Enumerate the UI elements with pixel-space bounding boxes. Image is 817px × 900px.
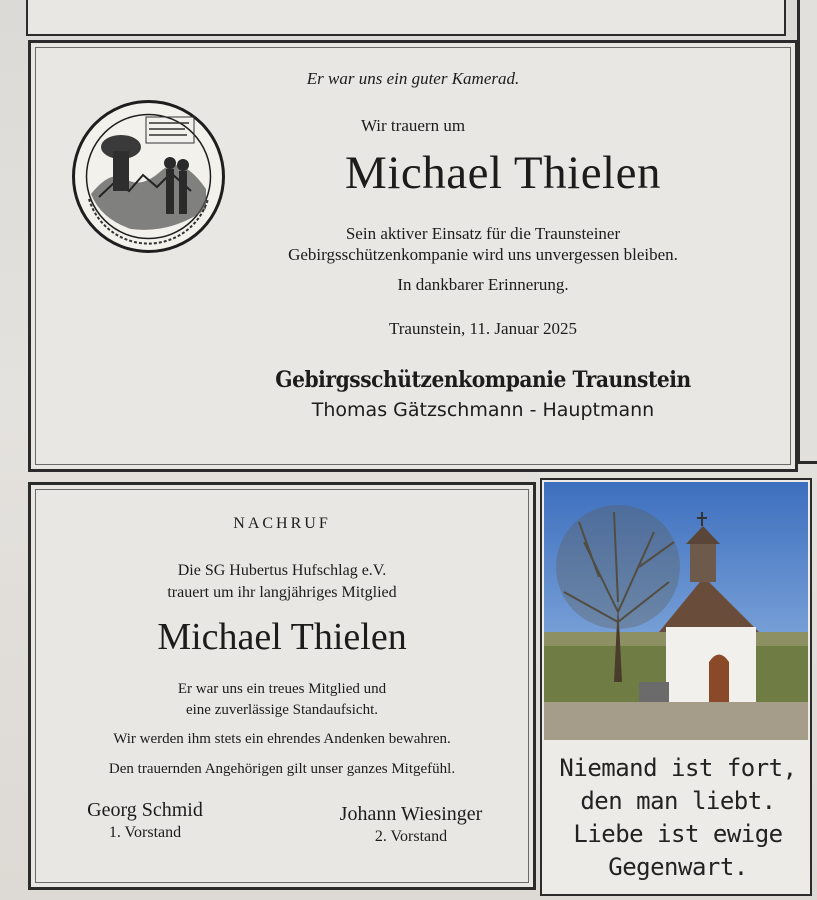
company-name: Gebirgsschützenkompanie Traunstein [275,367,691,393]
tribute-line-1: Sein aktiver Einsatz für die Traunsteiner [345,224,621,243]
tribute-line-1: Er war uns ein treues Mitglied und [177,681,387,697]
tribute-text [171,223,795,265]
signature-second-chair [311,803,511,846]
memorial-card [540,478,812,896]
remembrance-line: Wir werden ihm stets ein ehrendes Andenken bewahren. [113,731,451,747]
quote-line-3: Liebe ist ewige [573,820,783,848]
chapel-photo [544,482,808,740]
obituary-notice-company [28,40,798,472]
quote-line-2: den man liebt. [580,787,776,815]
deceased-name: Michael Thielen [345,147,661,199]
club-line-1: Die SG Hubertus Hufschlag e.V. [177,562,387,579]
signer-name: Johann Wiesinger [339,803,483,825]
signer-name: Georg Schmid [87,799,203,821]
mourning-intro: Wir trauern um [360,116,466,135]
motto-line: Er war uns ein guter Kamerad. [306,69,520,88]
deceased-name: Michael Thielen [157,616,407,658]
remembrance-line: In dankbarer Erinnerung. [397,275,569,294]
captain-signature: Thomas Gätzschmann - Hauptmann [311,399,655,421]
club-text [31,560,533,604]
obituary-notice-club [28,482,536,890]
quote-line-1: Niemand ist fort, [559,754,797,782]
previous-notice-edge [26,0,786,36]
adjacent-notice-edge [797,0,817,464]
notice-heading: NACHRUF [233,515,331,532]
tribute-text [31,679,533,721]
memorial-quote [552,752,804,884]
place-date: Traunstein, 11. Januar 2025 [388,319,578,338]
tribute-line-2: eine zuverlässige Standaufsicht. [185,702,379,718]
signer-role: 1. Vorstand [108,824,182,841]
signature-first-chair [55,799,235,842]
condolence-line: Den trauernden Angehörigen gilt unser ganzes Mitgefühl. [108,761,456,777]
club-line-2: trauert um ihr langjähriges Mitglied [167,584,397,601]
tribute-line-2: Gebirgsschützenkompanie wird uns unvergessen bleiben. [288,245,678,264]
signer-role: 2. Vorstand [374,828,448,845]
quote-line-4: Gegenwart. [608,853,748,881]
